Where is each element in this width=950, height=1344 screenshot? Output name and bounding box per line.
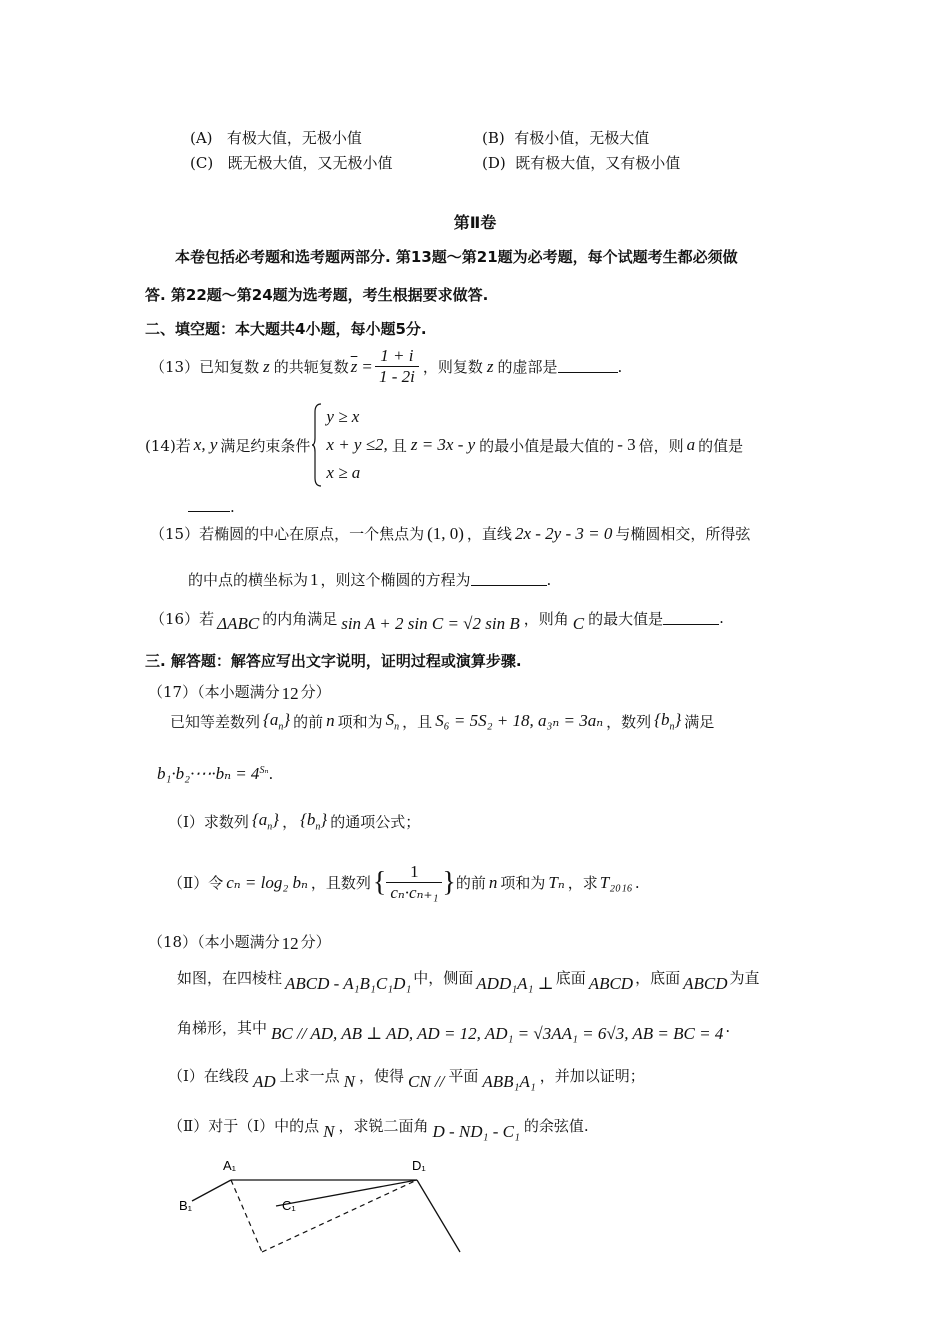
question-13: （13）已知复数 z 的共轭复数 $\overline{z}$ = $\frac{1 + i}{1 - 2i}$ ，则复数 z 的虚部是 . xyxy=(150,346,623,386)
q18-part-i: （Ⅰ）在线段 AD 上求一点 N ，使得 CN // 平面 ABB₁A₁ ，并加以证明； xyxy=(168,1066,645,1091)
option-b: (B) 有极小值，无极大值 xyxy=(482,129,650,147)
q17-part-ii: （Ⅱ）令 cₙ = log₂ bₙ ，且数列 { $\frac{1}{\text{cₙ·cₙ₊₁}}$ } 的前 n 项和为 Tₙ ，求 T₂₀₁₆ . xyxy=(168,862,640,902)
question-17-statement: 已知等差数列 $\{a_n\}$ 的前 n 项和为 $S_n$ ，且 S₆ = 5S₂ + 18, a₃ₙ = 3aₙ ，数列 $\{b_n\}$ 满足 xyxy=(170,710,715,733)
intro-line-2: 答. 第22题～第24题为选考题，考生根据要求做答. xyxy=(145,286,489,304)
hidden-edge-2 xyxy=(262,1180,417,1252)
q14-answer: . xyxy=(188,498,235,516)
section-title: 第Ⅱ卷 xyxy=(453,213,497,232)
question-18-header: （18）（本小题满分 12 分） xyxy=(148,932,331,953)
q18-part-ii: （Ⅱ）对于（Ⅰ）中的点 N ，求锐二面角 D - ND₁ - C₁ 的余弦值. xyxy=(168,1116,589,1141)
question-18-line-2: 角梯形，其中 BC // AD, AB ⊥ AD, AD = 12, AD₁ = √3AA₁ = 6√3, AB = BC = 4 . xyxy=(177,1018,731,1043)
edge-b1-a1 xyxy=(192,1180,231,1201)
edge-c1-d1 xyxy=(276,1180,417,1206)
label-b1: B₁ xyxy=(179,1198,193,1213)
question-14: (14)若 x, y 满足约束条件 y ≥ x x + y ≤2, x ≥ a 且 z = 3x - y 的最小值是最大值的 - 3 倍，则 a 的值是 xyxy=(145,402,743,488)
hidden-edge-1 xyxy=(231,1180,262,1252)
edge-d1-d xyxy=(417,1180,460,1252)
question-15: （15）若椭圆的中心在原点，一个焦点为 (1, 0) ，直线 2x - 2y - 3 = 0 与椭圆相交，所得弦 xyxy=(150,523,751,543)
part3-title: 三. 解答题：解答应写出文字说明，证明过程或演算步骤. xyxy=(145,652,522,670)
label-c1: C₁ xyxy=(282,1198,296,1213)
question-16: （16）若 ΔABC 的内角满足 sin A + 2 sin C = √2 sin B ，则角 C 的最大值是 . xyxy=(150,609,724,633)
label-d1: D₁ xyxy=(412,1158,426,1173)
intro-line-1: 本卷包括必考题和选考题两部分. 第13题～第21题为必考题，每个试题考生都必须做 xyxy=(175,248,738,266)
option-d: (D) 既有极大值，又有极小值 xyxy=(482,154,681,172)
part2-title: 二、填空题：本大题共4小题，每小题5分. xyxy=(145,320,427,338)
question-15-line-2: 的中点的横坐标为 1 ，则这个椭圆的方程为 . xyxy=(188,569,552,589)
option-c: (C) 既无极大值，又无极小值 xyxy=(190,154,393,172)
option-a: (A) 有极大值，无极小值 xyxy=(190,129,362,147)
question-17-header: （17）（本小题满分 12 分） xyxy=(148,682,331,703)
conjugate-z: $\overline{z}$ xyxy=(350,356,358,376)
constraint-system: y ≥ x x + y ≤2, x ≥ a xyxy=(312,402,387,488)
question-18-statement: 如图，在四棱柱 ABCD - A₁B₁C₁D₁ 中，侧面 ADD₁A₁ ⊥ 底面 ABCD ，底面 ABCD 为直 xyxy=(177,968,760,993)
q17-part-i: （Ⅰ）求数列 $\{a_n\}$ ， $\{b_n\}$ 的通项公式； xyxy=(168,810,421,833)
label-a1: A₁ xyxy=(223,1158,237,1173)
q13-fraction: $\frac{1 + i}{1 - 2i}$ xyxy=(375,346,419,387)
q17-product-condition: b₁·b₂·⋯·bₙ = $4^{S_n}$. xyxy=(157,764,274,783)
